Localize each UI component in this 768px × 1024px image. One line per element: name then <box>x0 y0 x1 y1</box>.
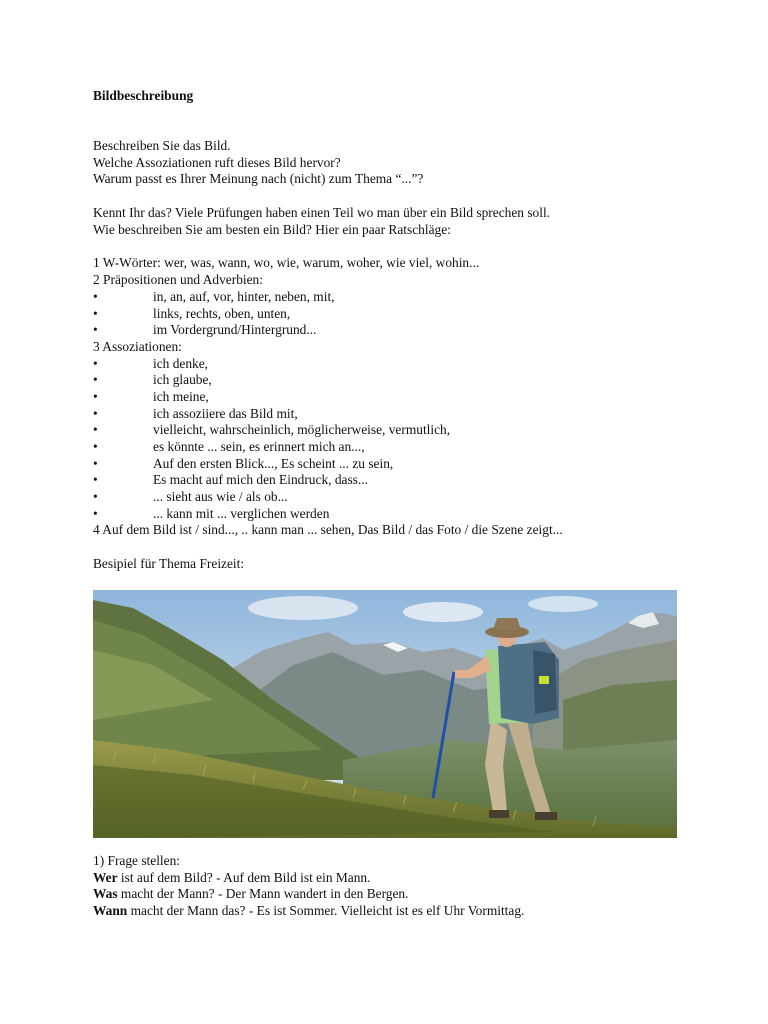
bullet-icon: • <box>93 388 98 404</box>
list-item: • in, an, auf, vor, hinter, neben, mit, <box>93 288 335 304</box>
question-line: Wann macht der Mann das? - Es ist Sommer. Vielleicht ist es elf Uhr Vormittag. <box>93 902 525 918</box>
list-item: • ... kann mit ... verglichen werden <box>93 505 330 521</box>
question-line: Was macht der Mann? - Der Mann wandert in den Bergen. <box>93 886 409 902</box>
document-title: Bildbeschreibung <box>93 88 194 103</box>
exam-line: Wie beschreiben Sie am besten ein Bild? Hier ein paar Ratschläge: <box>93 221 451 237</box>
list-item: • ich glaube, <box>93 372 212 388</box>
questions-section <box>93 853 693 920</box>
list-item: • Es macht auf mich den Eindruck, dass... <box>93 472 368 488</box>
tip-item-3: 3 Assoziationen: <box>93 338 182 354</box>
intro-line: Warum passt es Ihrer Meinung nach (nicht) zum Thema “...”? <box>93 171 424 187</box>
list-item: • links, rechts, oben, unten, <box>93 305 291 321</box>
tip-item-1: 1 W-Wörter: wer, was, wann, wo, wie, warum, woher, wie viel, wohin... <box>93 255 480 271</box>
example-heading: Besipiel für Thema Freizeit: <box>93 556 245 572</box>
bullet-icon: • <box>93 489 98 505</box>
list-item: • ich denke, <box>93 355 209 371</box>
list-item: • Auf den ersten Blick..., Es scheint ... zu sein, <box>93 455 394 471</box>
bullet-icon: • <box>93 505 98 521</box>
tips-list <box>93 255 693 539</box>
bullet-icon: • <box>93 305 98 321</box>
intro-section <box>93 138 693 188</box>
bullet-icon: • <box>93 422 98 438</box>
question-line: Wer ist auf dem Bild? - Auf dem Bild ist ein Mann. <box>93 869 371 885</box>
document-page <box>93 88 693 920</box>
list-item: • ich assoziiere das Bild mit, <box>93 405 298 421</box>
question-word: Wer <box>93 869 118 885</box>
bullet-icon: • <box>93 455 98 471</box>
intro-line: Welche Assoziationen ruft dieses Bild hervor? <box>93 154 341 170</box>
list-item: • ich meine, <box>93 388 209 404</box>
bullet-icon: • <box>93 472 98 488</box>
hiker-mountain-photo <box>93 590 677 838</box>
bullet-icon: • <box>93 439 98 454</box>
list-item: • vielleicht, wahrscheinlich, möglicherweise, vermutlich, <box>93 422 451 438</box>
intro-line: Beschreiben Sie das Bild. <box>93 138 231 153</box>
question-word: Was <box>93 886 118 902</box>
questions-heading: 1) Frage stellen: <box>93 852 181 868</box>
list-item: • es könnte ... sein, es erinnert mich an..., <box>93 439 365 454</box>
list-item: • im Vordergrund/Hintergrund... <box>93 322 317 338</box>
list-item: • ... sieht aus wie / als ob... <box>93 489 288 505</box>
tip-item-2: 2 Präpositionen und Adverbien: <box>93 272 263 288</box>
question-word: Wann <box>93 902 128 918</box>
bullet-icon: • <box>93 372 98 388</box>
exam-section <box>93 205 693 238</box>
bullet-icon: • <box>93 355 98 371</box>
exam-line: Kennt Ihr das? Viele Prüfungen haben einen Teil wo man über ein Bild sprechen soll. <box>93 205 551 221</box>
tip-item-4: 4 Auf dem Bild ist / sind..., .. kann man ... sehen, Das Bild / das Foto / die Szene zeigt... <box>93 522 563 538</box>
bullet-icon: • <box>93 322 98 338</box>
bullet-icon: • <box>93 405 98 421</box>
bullet-icon: • <box>93 288 98 304</box>
